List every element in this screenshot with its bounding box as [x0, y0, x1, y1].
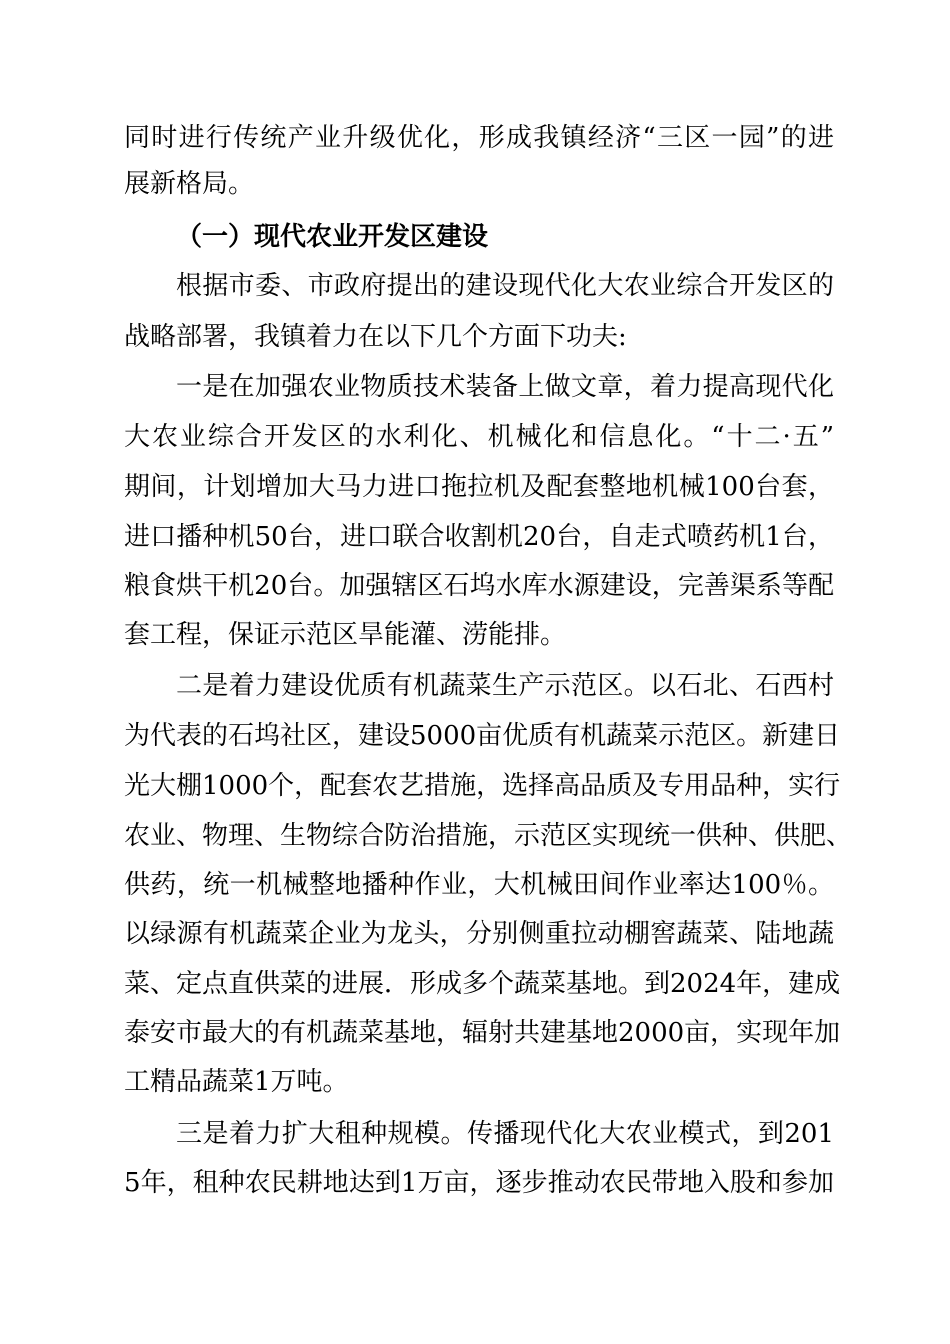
- body-text-line: 根据市委、市政府提出的建设现代化大农业综合开发区的: [176, 271, 834, 301]
- body-text-line: 农业、物理、生物综合防治措施，示范区实现统一供种、供肥、: [124, 821, 853, 851]
- body-text-line: 粮食烘干机20台。加强辖区石坞水库水源建设，完善渠系等配: [124, 571, 834, 601]
- body-text-line: 二是着力建设优质有机蔬菜生产示范区。以石北、石西村: [176, 671, 834, 701]
- body-text-line: 5年，租种农民耕地达到1万亩，逐步推动农民带地入股和参加: [124, 1168, 834, 1198]
- body-text-line: 为代表的石坞社区，建设5000亩优质有机蔬菜示范区。新建日: [124, 721, 841, 751]
- body-text-line: 同时进行传统产业升级优化，形成我镇经济“三区一园”的进: [124, 123, 834, 153]
- body-text-line: 三是着力扩大租种规模。传播现代化大农业模式，到201: [176, 1119, 834, 1149]
- body-text-line: 一是在加强农业物质技术装备上做文章，着力提高现代化: [176, 372, 834, 402]
- body-text-line: 大农业综合开发区的水利化、机械化和信息化。“十二·五”: [124, 422, 834, 452]
- body-text-line: 光大棚1000个，配套农艺措施，选择高品质及专用品种，实行: [124, 771, 841, 801]
- body-text-line: 进口播种机50台，进口联合收割机20台，自走式喷药机1台，: [124, 522, 834, 552]
- body-text-line: 套工程，保证示范区旱能灌、涝能排。: [124, 620, 567, 650]
- body-text-line: 工精品蔬菜1万吨。: [124, 1067, 349, 1097]
- section-heading: （一）现代农业开发区建设: [176, 222, 489, 252]
- body-text-line: 战略部署，我镇着力在以下几个方面下功夫:: [124, 322, 627, 352]
- body-text-line: 菜、定点直供菜的进展．形成多个蔬菜基地。到2024年，建成: [124, 969, 841, 999]
- body-text-line: 期间，计划增加大马力进口拖拉机及配套整地机械100台套，: [124, 472, 834, 502]
- body-text-line: 以绿源有机蔬菜企业为龙头，分别侧重拉动棚窖蔬菜、陆地蔬: [124, 919, 834, 949]
- body-text-line: 展新格局。: [124, 169, 255, 199]
- body-text-line: 泰安市最大的有机蔬菜基地，辐射共建基地2000亩，实现年加: [124, 1018, 841, 1048]
- body-text-line: 供药，统一机械整地播种作业，大机械田间作业率达100％。: [124, 870, 834, 900]
